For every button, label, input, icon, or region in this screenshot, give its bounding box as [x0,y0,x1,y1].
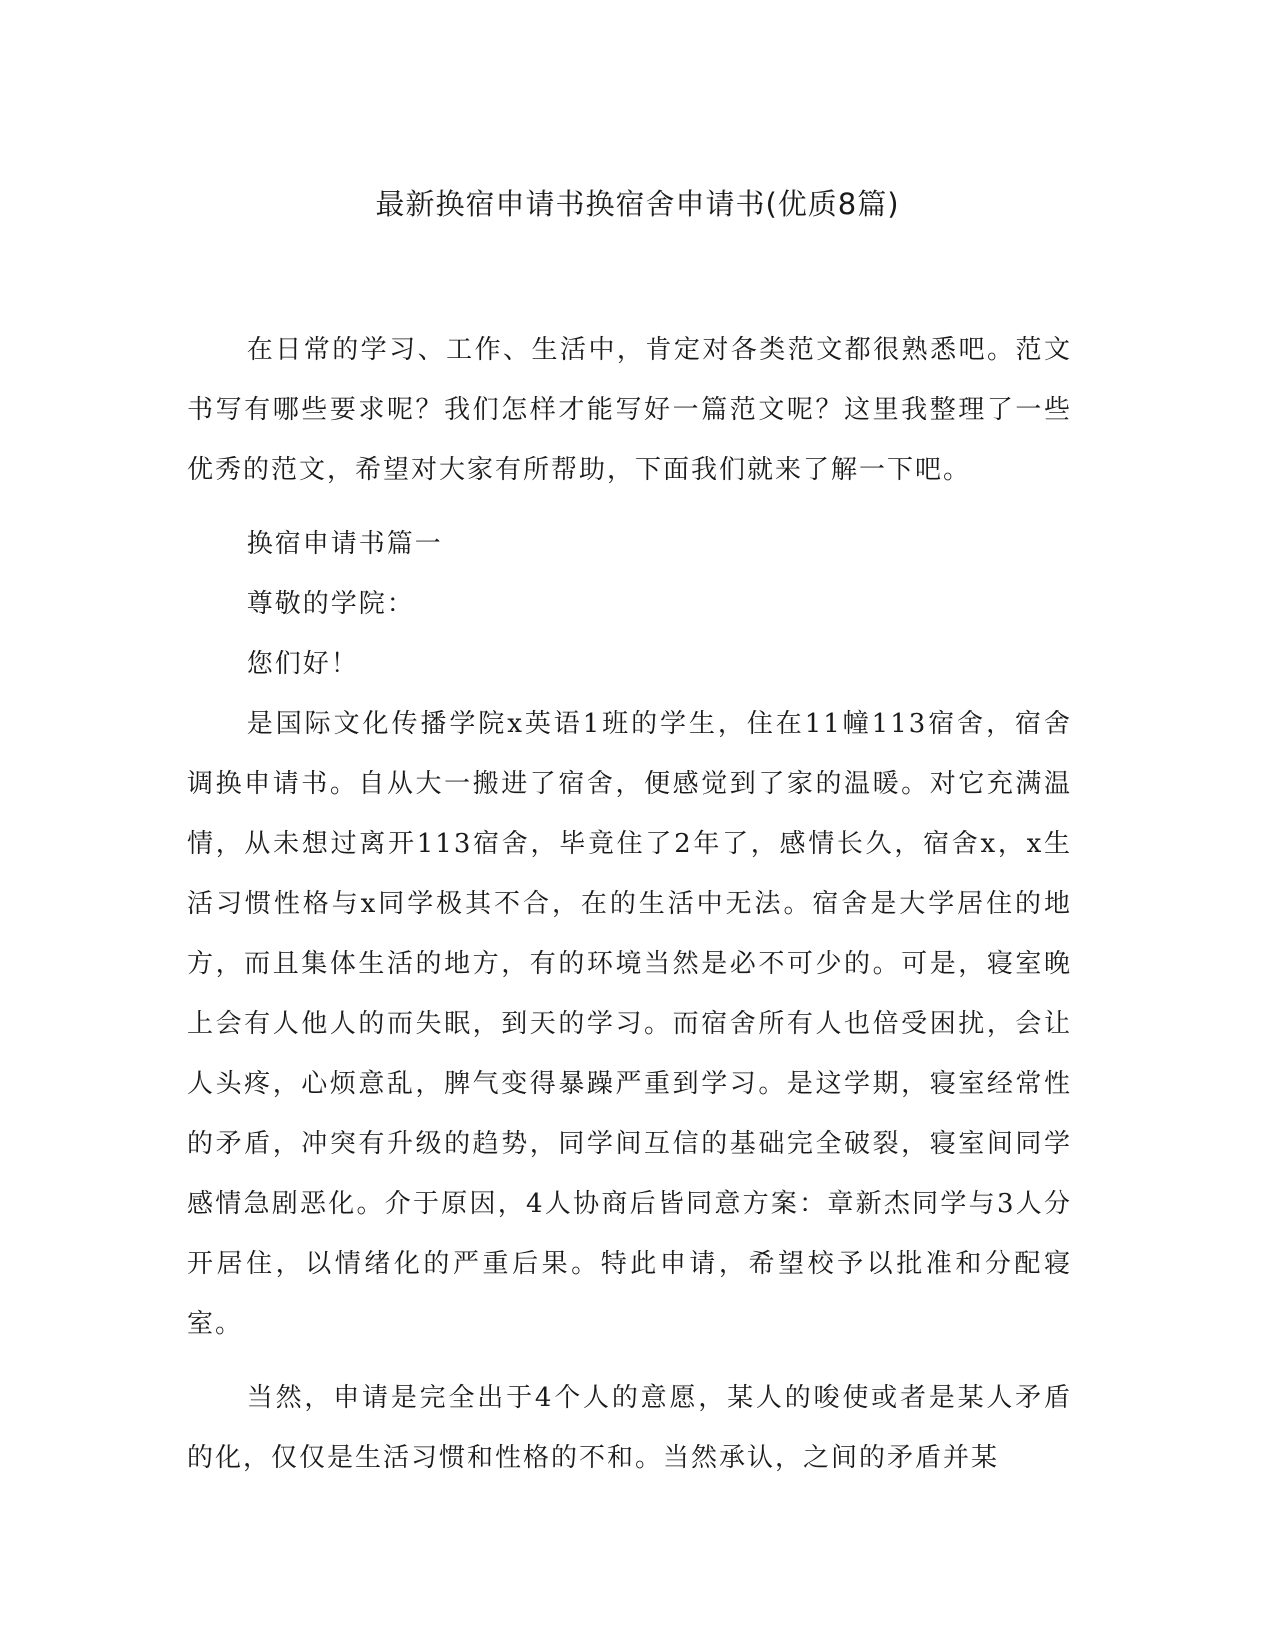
body-paragraph: 当然，申请是完全出于4个人的意愿，某人的唆使或者是某人矛盾的化，仅仅是生活习惯和性格的不和。当然承认，之间的矛盾并某 [187,1383,1072,1473]
greeting: 您们好！ [246,649,359,679]
document-body [187,320,1072,1488]
section-heading: 换宿申请书篇一 [246,529,443,559]
intro-paragraph: 在日常的学习、工作、生活中，肯定对各类范文都很熟悉吧。范文书写有哪些要求呢？我们怎样才能写好一篇范文呢？这里我整理了一些优秀的范文，希望对大家有所帮助，下面我们就来了解一下吧。 [187,335,1072,485]
document-title: 最新换宿申请书换宿舍申请书(优质8篇) [375,187,900,221]
salutation: 尊敬的学院： [246,589,415,619]
body-paragraph: 是国际文化传播学院x英语1班的学生，住在11幢113宿舍，宿舍调换申请书。自从大一搬进了宿舍，便感觉到了家的温暖。对它充满温情，从未想过离开113宿舍，毕竟住了2年了，感情长久，宿舍x，x生活习惯性格与x同学极其不合，在的生活中无法。宿舍是大学居住的地方，而且集体生活的地方，有的环境当然是必不可少的。可是，寝室晚上会有人他人的而失眠，到天的学习。而宿舍所有人也倍受困扰，会让人头疼，心烦意乱，脾气变得暴躁严重到学习。是这学期，寝室经常性的矛盾，冲突有升级的趋势，同学间互信的基础完全破裂，寝室间同学感情急剧恶化。介于原因，4人协商后皆同意方案：章新杰同学与3人分开居住，以情绪化的严重后果。特此申请，希望校予以批准和分配寝室。 [187,709,1072,1339]
